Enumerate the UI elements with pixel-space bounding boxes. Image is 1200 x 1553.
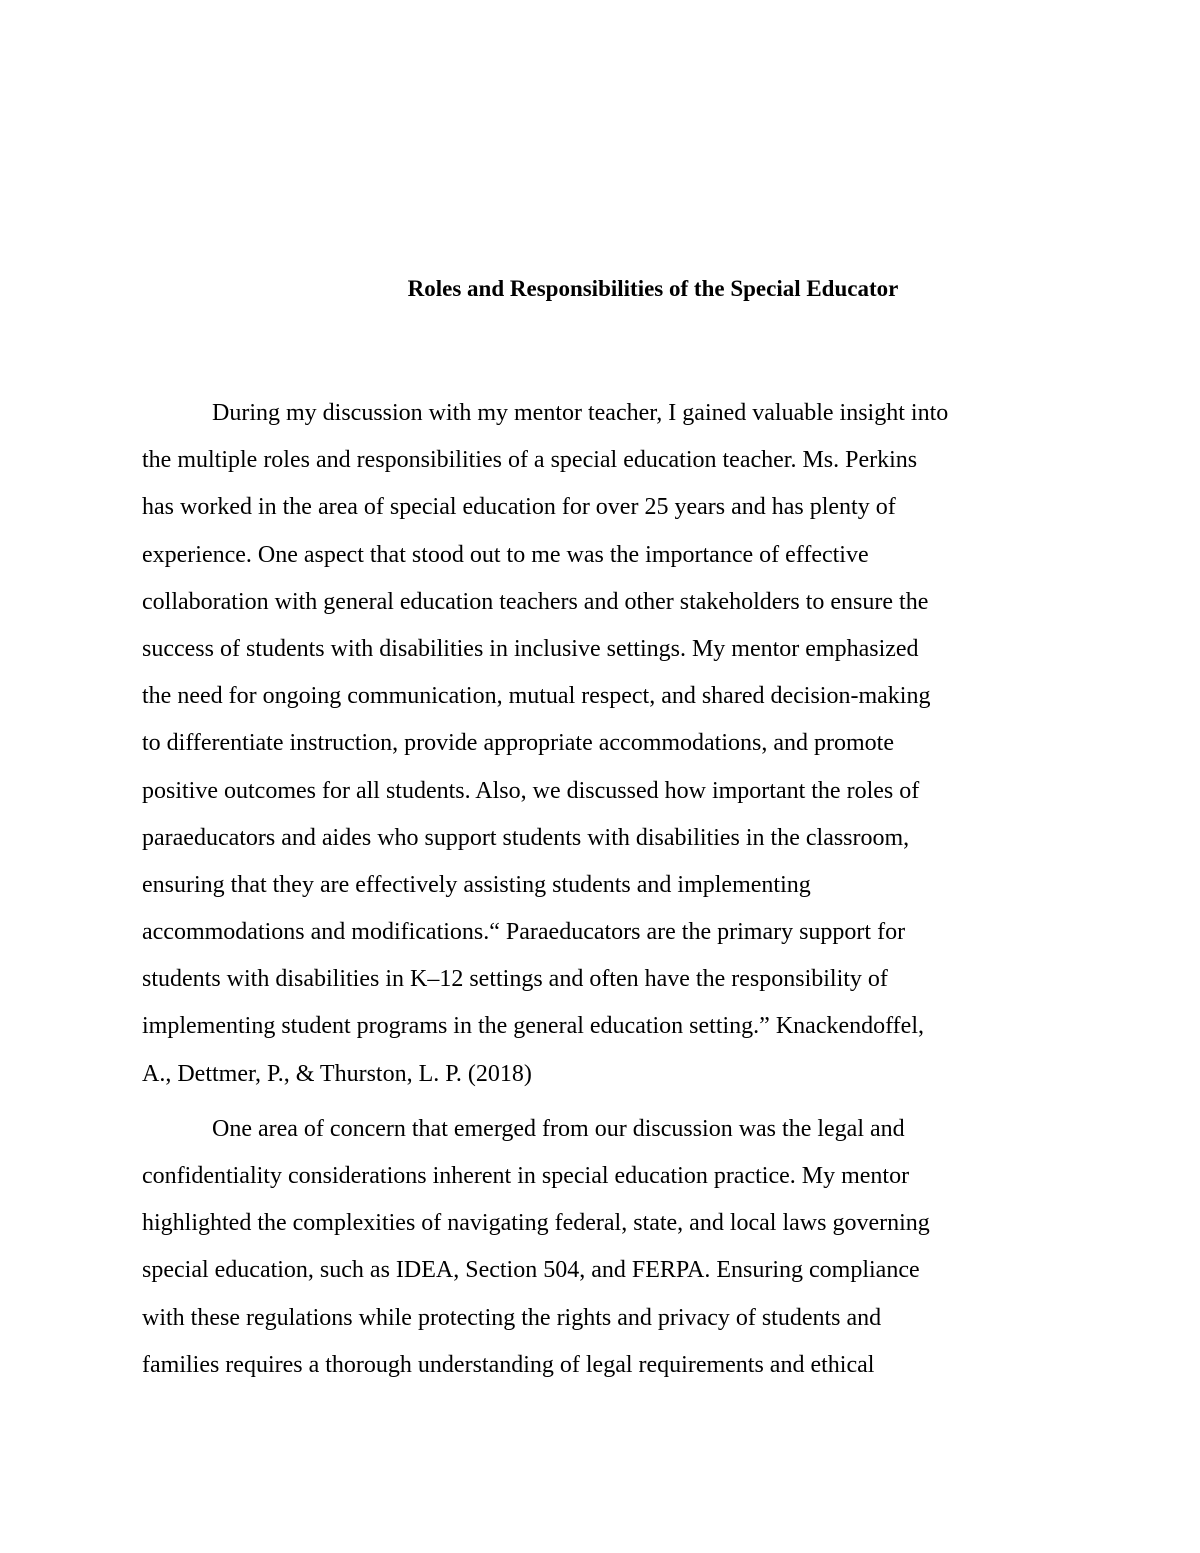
text-line: students with disabilities in K–12 settings and often have the responsibility of	[142, 966, 888, 993]
text-line: A., Dettmer, P., & Thurston, L. P. (2018)	[142, 1060, 532, 1087]
text-line: experience. One aspect that stood out to me was the importance of effective	[142, 541, 869, 568]
text-line: paraeducators and aides who support students with disabilities in the classroom,	[142, 824, 910, 851]
document-title: Roles and Responsibilities of the Special Educator	[407, 276, 899, 301]
text-line: collaboration with general education teachers and other stakeholders to ensure the	[142, 588, 929, 615]
text-line: families requires a thorough understanding of legal requirements and ethical	[142, 1351, 875, 1378]
text-line: implementing student programs in the general education setting.” Knackendoffel,	[142, 1013, 924, 1040]
text-line: highlighted the complexities of navigating federal, state, and local laws governing	[142, 1210, 930, 1237]
text-line: During my discussion with my mentor teacher, I gained valuable insight into	[212, 400, 949, 426]
text-line: to differentiate instruction, provide appropriate accommodations, and promote	[142, 730, 894, 757]
text-line: special education, such as IDEA, Section 504, and FERPA. Ensuring compliance	[142, 1257, 920, 1284]
text-line: confidentiality considerations inherent in special education practice. My mentor	[142, 1163, 910, 1189]
text-line: success of students with disabilities in inclusive settings. My mentor emphasized	[142, 635, 919, 662]
text-line: One area of concern that emerged from our discussion was the legal and	[212, 1115, 905, 1142]
text-line: ensuring that they are effectively assisting students and implementing	[142, 871, 811, 898]
text-line: the multiple roles and responsibilities of a special education teacher. Ms. Perkins	[142, 447, 918, 474]
text-line: the need for ongoing communication, mutual respect, and shared decision-making	[142, 683, 931, 710]
document-body	[142, 390, 1082, 1389]
text-line: accommodations and modifications.“ Paraeducators are the primary support for	[142, 919, 906, 946]
paragraph	[142, 1106, 1082, 1389]
text-line: has worked in the area of special education for over 25 years and has plenty of	[142, 494, 896, 521]
text-line: with these regulations while protecting the rights and privacy of students and	[142, 1304, 882, 1331]
paragraph	[142, 390, 1082, 1098]
paragraph-spacer	[142, 1098, 1082, 1106]
text-line: positive outcomes for all students. Also, we discussed how important the roles of	[142, 777, 920, 804]
